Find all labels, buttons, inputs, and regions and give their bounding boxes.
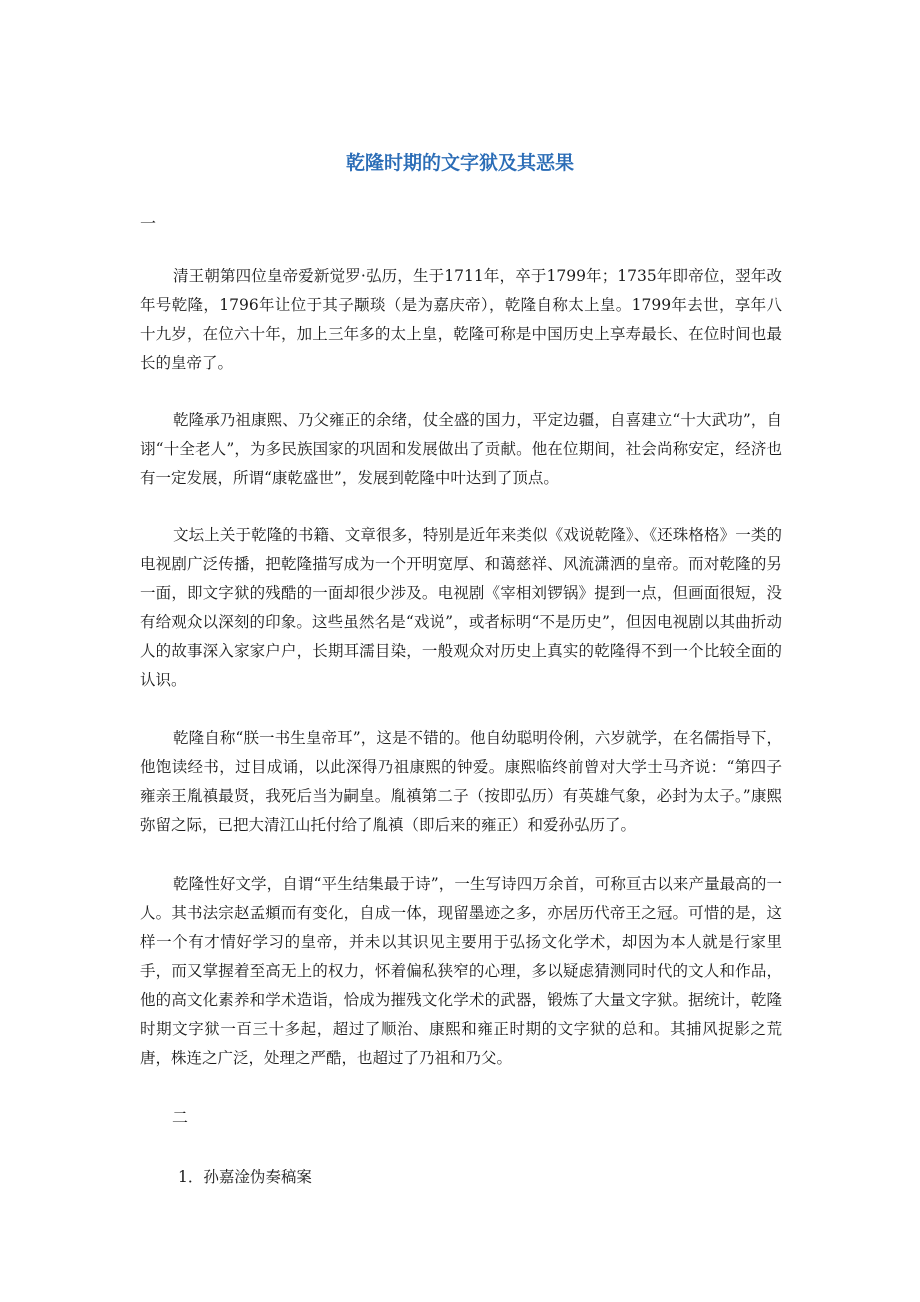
paragraph-3: 文坛上关于乾隆的书籍、文章很多，特别是近年来类似《戏说乾隆》、《还珠格格》一类的电视剧广泛传播，把乾隆描写成为一个开明宽厚、和蔼慈祥、风流潇洒的皇帝。而对乾隆的另一面，即文字狱的残酷的一面却很少涉及。电视剧《宰相刘锣锅》提到一点，但画面很短，没有给观众以深刻的印象。这些虽然名是“戏说”，或者标明“不是历史”，但因电视剧以其曲折动人的故事深入家家户户，长期耳濡目染，一般观众对历史上真实的乾隆得不到一个比较全面的认识。 <box>140 526 782 689</box>
paragraph-4: 乾隆自称“朕一书生皇帝耳”，这是不错的。他自幼聪明伶俐，六岁就学，在名儒指导下，他饱读经书，过目成诵，以此深得乃祖康熙的钟爱。康熙临终前曾对大学士马齐说：“第四子雍亲王胤禛最贤，我死后当为嗣皇。胤禛第二子（按即弘历）有英雄气象，必封为太子。”康熙弥留之际，已把大清江山托付给了胤禛（即后来的雍正）和爱孙弘历了。 <box>140 729 782 834</box>
paragraph-1: 清王朝第四位皇帝爱新觉罗·弘历，生于1711年，卒于1799年；1735年即帝位，翌年改年号乾隆，1796年让位于其子颙琰（是为嘉庆帝），乾隆自称太上皇。1799年去世，享年八十九岁，在位六十年，加上三年多的太上皇，乾隆可称是中国历史上享寿最长、在位时间也最长的皇帝了。 <box>140 267 782 372</box>
section-two-mark: 二 <box>172 1108 189 1127</box>
paragraph-5: 乾隆性好文学，自谓“平生结集最于诗”，一生写诗四万余首，可称亘古以来产量最高的一人。其书法宗赵孟頫而有变化，自成一体，现留墨迹之多，亦居历代帝王之冠。可惜的是，这样一个有才情好学习的皇帝，并未以其识见主要用于弘扬文化学术，却因为本人就是行家里手，而又掌握着至高无上的权力，怀着偏私狭窄的心理，多以疑虑猜测同时代的文人和作品，他的高文化素养和学术造诣，恰成为摧残文化学术的武器，锻炼了大量文字狱。据统计，乾隆时期文字狱一百三十多起，超过了顺治、康熙和雍正时期的文字狱的总和。其捕风捉影之荒唐，株连之广泛，处理之严酷，也超过了乃祖和乃父。 <box>140 875 782 1067</box>
document-title: 乾隆时期的文字狱及其恶果 <box>345 152 574 174</box>
paragraph-2: 乾隆承乃祖康熙、乃父雍正的余绪，仗全盛的国力，平定边疆，自喜建立“十大武功”，自诩“十全老人”，为多民族国家的巩固和发展做出了贡献。他在位期间，社会尚称安定，经济也有一定发展，所谓“康乾盛世”，发展到乾隆中叶达到了顶点。 <box>140 411 782 487</box>
section-one-mark: 一 <box>140 214 157 233</box>
subheading-case-1: 1．孙嘉淦伪奏稿案 <box>178 1168 312 1186</box>
